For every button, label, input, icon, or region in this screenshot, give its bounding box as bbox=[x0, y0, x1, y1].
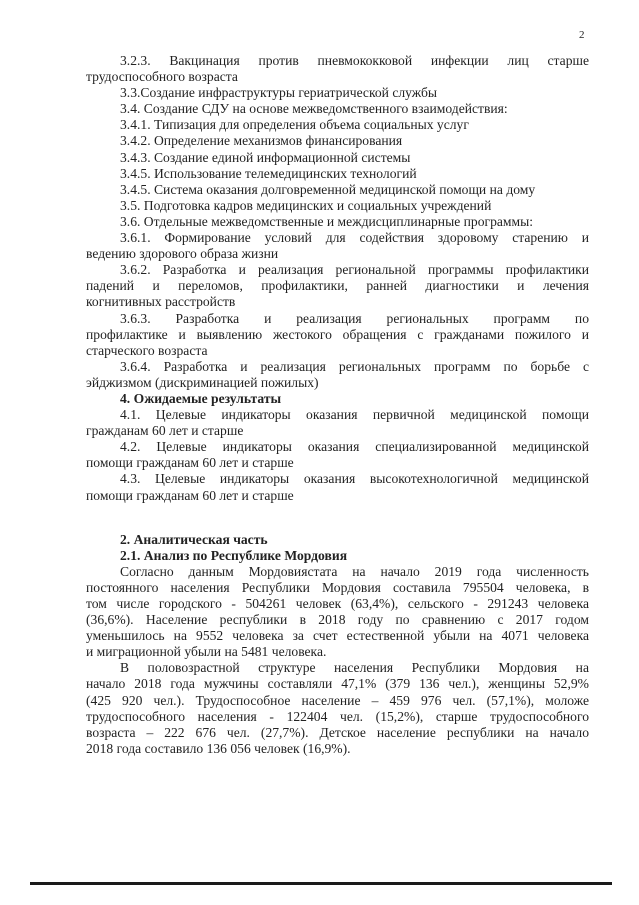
outline-heading-4: 4. Ожидаемые результаты bbox=[120, 390, 282, 406]
subsection-heading: 2.1. Анализ по Республике Мордовия bbox=[120, 547, 348, 563]
outline-item-3-6-3-cont: профилактике и выявлению жестокого обращения с гражданами пожилого и bbox=[86, 326, 589, 342]
outline-item-3-6-4-cont: эйджизмом (дискриминацией пожилых) bbox=[86, 374, 319, 390]
section-heading: 2. Аналитическая часть bbox=[120, 531, 268, 547]
outline-item-4-1: 4.1. Целевые индикаторы оказания первичной медицинской помощи bbox=[120, 407, 589, 423]
outline-item-3-6-4: 3.6.4. Разработка и реализация региональных программ по борьбе с bbox=[120, 358, 589, 374]
paragraph-2-line-2: начало 2018 года мужчины составляли 47,1% (379 136 чел.), женщины 52,9% bbox=[86, 676, 589, 692]
paragraph-1-line-6: и миграционной убыли на 5481 человека. bbox=[86, 644, 327, 660]
outline-item-4-2-cont: помощи гражданам 60 лет и старше bbox=[86, 455, 294, 471]
outline-item-3-4-2: 3.4.2. Определение механизмов финансирования bbox=[120, 133, 403, 149]
outline-item-4-2: 4.2. Целевые индикаторы оказания специализированной медицинской bbox=[120, 439, 589, 455]
outline-item-3-6-2-cont2: когнитивных расстройств bbox=[86, 294, 236, 310]
outline-item-3-6-3: 3.6.3. Разработка и реализация региональных программ по bbox=[120, 310, 589, 326]
outline-item-3-4-3: 3.4.3. Создание единой информационной системы bbox=[120, 149, 411, 165]
outline-item-3-5: 3.5. Подготовка кадров медицинских и социальных учреждений bbox=[120, 197, 492, 213]
outline-item-3-6-1-cont: ведению здорового образа жизни bbox=[86, 246, 279, 262]
outline-item-3-6-3-cont2: старческого возраста bbox=[86, 342, 208, 358]
outline-item-3-6-1: 3.6.1. Формирование условий для содействия здоровому старению и bbox=[120, 230, 589, 246]
outline-item-3-6: 3.6. Отдельные межведомственные и междисциплинарные программы: bbox=[120, 213, 534, 229]
outline-item-3-2-3: 3.2.3. Вакцинация против пневмококковой инфекции лиц старше bbox=[120, 53, 589, 68]
paragraph-1-line-1: Согласно данным Мордовиястата на начало 2019 года численность bbox=[120, 563, 589, 579]
paragraph-2-line-3: (425 920 чел.). Трудоспособное население – 459 976 чел. (57,1%), моложе bbox=[86, 692, 589, 708]
outline-item-3-2-3-cont: трудоспособного возраста bbox=[86, 69, 238, 85]
document-body bbox=[86, 53, 589, 757]
scan-bottom-edge bbox=[30, 882, 612, 885]
paragraph-1-line-5: уменьшилось на 9552 человека за счет естественной убыли на 4071 человека bbox=[86, 628, 589, 644]
outline-item-3-4: 3.4. Создание СДУ на основе межведомственного взаимодействия: bbox=[120, 101, 508, 117]
outline-item-3-3: 3.3.Создание инфраструктуры гериатрической службы bbox=[120, 85, 438, 101]
paragraph-1-line-2: постоянного населения Республики Мордовия составила 795504 человека, в bbox=[86, 579, 589, 595]
paragraph-1-line-4: (36,6%). Население республики в 2018 году по сравнению с 2017 годом bbox=[86, 612, 589, 628]
paragraph-1-line-3: том числе городского - 504261 человек (63,4%), сельского - 291243 человека bbox=[86, 596, 589, 611]
paragraph-2-line-5: возраста – 222 676 чел. (27,7%). Детское население республики на начало bbox=[86, 724, 589, 740]
outline-item-4-1-cont: гражданам 60 лет и старше bbox=[86, 423, 244, 439]
outline-item-4-3: 4.3. Целевые индикаторы оказания высокотехнологичной медицинской bbox=[120, 471, 589, 487]
outline-item-3-4-5-a: 3.4.5. Использование телемедицинских технологий bbox=[120, 165, 417, 181]
outline-item-3-6-2-cont: падений и переломов, профилактики, ранней диагностики и лечения bbox=[86, 278, 589, 294]
page-number: 2 bbox=[579, 29, 585, 41]
outline-item-3-4-1: 3.4.1. Типизация для определения объема социальных услуг bbox=[120, 117, 469, 133]
outline-item-3-4-5-b: 3.4.5. Система оказания долговременной медицинской помощи на дому bbox=[120, 181, 536, 197]
section-gap bbox=[86, 504, 589, 532]
paragraph-2-line-1: В половозрастной структуре населения Республики Мордовия на bbox=[120, 660, 589, 676]
paragraph-2-line-4: трудоспособного населения - 122404 чел. (15,2%), старше трудоспособного bbox=[86, 708, 589, 724]
outline-item-4-3-cont: помощи гражданам 60 лет и старше bbox=[86, 487, 294, 503]
paragraph-2-line-6: 2018 года составило 136 056 человек (16,9%). bbox=[86, 740, 351, 756]
outline-item-3-6-2: 3.6.2. Разработка и реализация региональной программы профилактики bbox=[120, 262, 589, 278]
